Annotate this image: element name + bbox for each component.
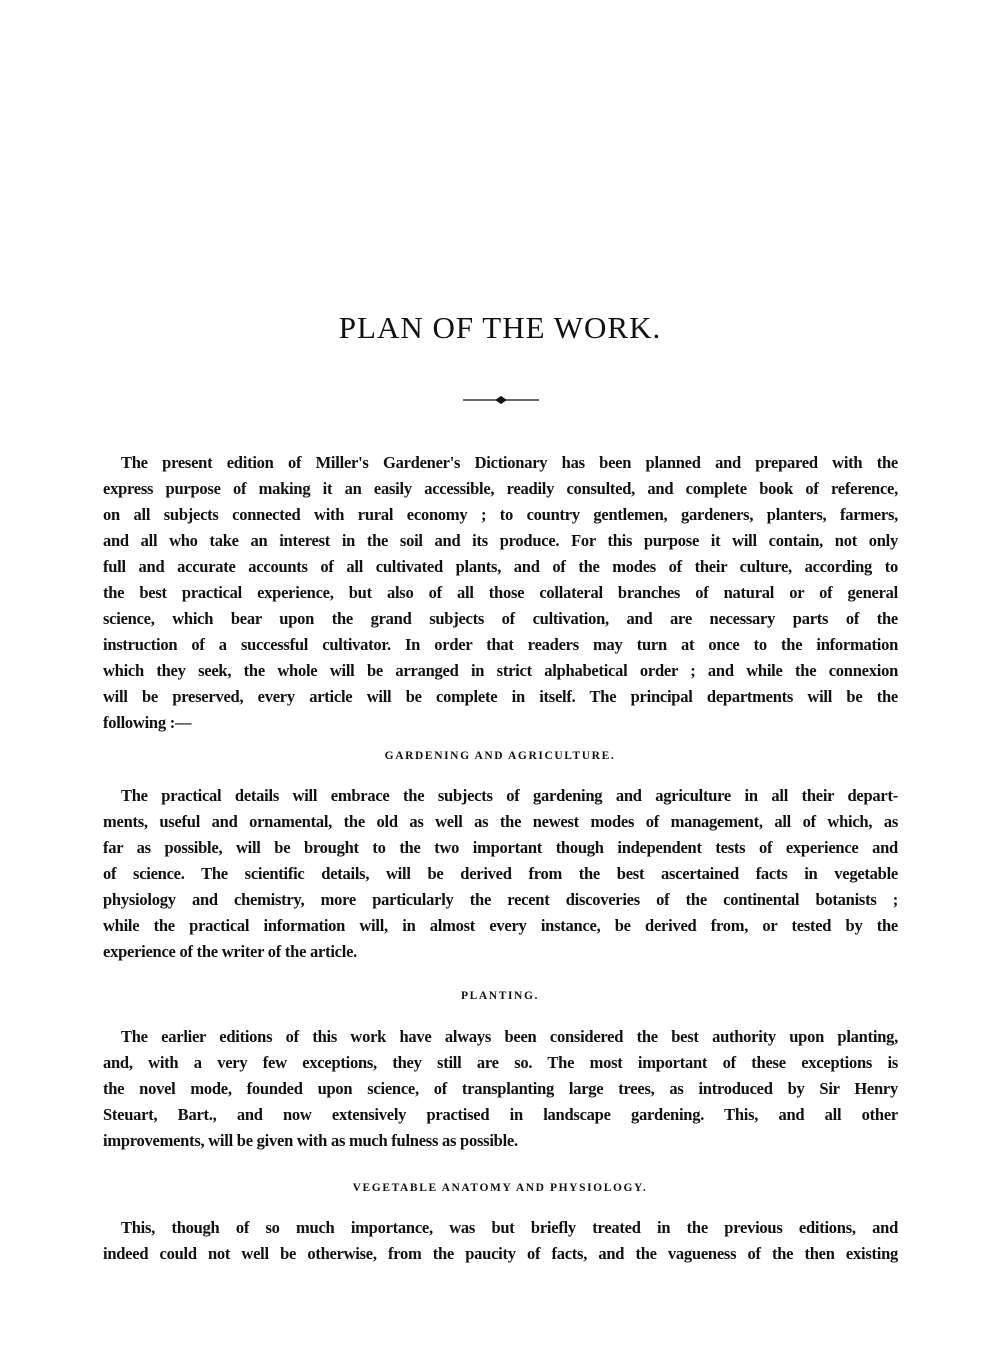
text-line: improvements, will be given with as much fulness as possible. <box>103 1131 518 1150</box>
text-line: This, though of so much importance, was but briefly treated in the previous editions, and <box>121 1218 898 1237</box>
text-line: indeed could not well be otherwise, from the paucity of facts, and the vagueness of the then existing <box>103 1244 898 1263</box>
text-line: of science. The scientific details, will be derived from the best ascertained facts in vegetable <box>103 864 898 883</box>
text-line: experience of the writer of the article. <box>103 942 358 961</box>
text-line: express purpose of making it an easily accessible, readily consulted, and complete book of reference, <box>103 479 898 498</box>
ornament-divider-icon <box>463 394 539 406</box>
section-heading-gardening: GARDENING AND AGRICULTURE. <box>384 750 616 762</box>
text-line: full and accurate accounts of all cultivated plants, and of the modes of their culture, according to <box>103 557 898 576</box>
text-line: The present edition of Miller's Gardener's Dictionary has been planned and prepared with the <box>121 453 898 472</box>
section-heading-vegetable-anatomy: VEGETABLE ANATOMY AND PHYSIOLOGY. <box>352 1182 648 1194</box>
vegetable-anatomy-paragraph <box>103 1215 898 1267</box>
text-line: the best practical experience, but also of all those collateral branches of natural or of general <box>103 583 898 602</box>
section-heading-planting: PLANTING. <box>461 990 539 1002</box>
gardening-paragraph <box>103 783 898 965</box>
text-line: ments, useful and ornamental, the old as well as the newest modes of management, all of which, as <box>103 812 898 831</box>
text-line: physiology and chemistry, more particularly the recent discoveries of the continental botanists ; <box>103 890 898 909</box>
text-line: will be preserved, every article will be complete in itself. The principal departments will be the <box>103 687 898 706</box>
text-line: and all who take an interest in the soil and its produce. For this purpose it will contain, not only <box>103 531 898 550</box>
text-line: which they seek, the whole will be arranged in strict alphabetical order ; and while the connexion <box>103 661 898 680</box>
planting-paragraph <box>103 1024 898 1154</box>
text-line: Steuart, Bart., and now extensively practised in landscape gardening. This, and all other <box>103 1105 898 1124</box>
text-line: following :— <box>103 713 192 732</box>
text-line: The practical details will embrace the subjects of gardening and agriculture in all their depart- <box>121 786 898 805</box>
text-line: science, which bear upon the grand subjects of cultivation, and are necessary parts of the <box>103 609 898 628</box>
intro-paragraph <box>103 450 898 736</box>
page-title: PLAN OF THE WORK. <box>338 310 662 345</box>
text-line: on all subjects connected with rural economy ; to country gentlemen, gardeners, planters, farmers, <box>103 505 898 524</box>
text-line: and, with a very few exceptions, they still are so. The most important of these exceptions is <box>103 1053 898 1072</box>
text-line: the novel mode, founded upon science, of transplanting large trees, as introduced by Sir Henry <box>103 1079 898 1098</box>
text-line: while the practical information will, in almost every instance, be derived from, or tested by the <box>103 916 898 935</box>
text-line: far as possible, will be brought to the two important though independent tests of experience and <box>103 838 898 857</box>
text-line: The earlier editions of this work have always been considered the best authority upon planting, <box>121 1027 898 1046</box>
text-line: instruction of a successful cultivator. In order that readers may turn at once to the information <box>103 635 898 654</box>
